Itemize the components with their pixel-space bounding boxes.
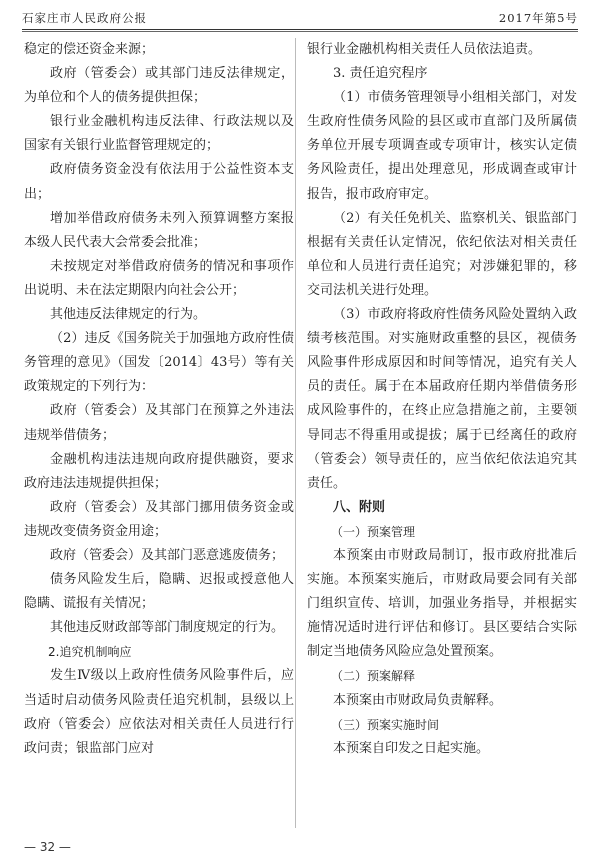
paragraph: 增加举借政府债务未列入预算调整方案报本级人民代表大会常委会批准；: [24, 210, 294, 250]
paragraph: 银行业金融机构相关责任人员依法追责。: [307, 42, 542, 57]
section-heading: （一）预案管理: [331, 524, 416, 539]
paragraph: 政府（管委会）及其部门挪用债务资金或违规改变债务资金用途；: [24, 499, 294, 539]
header-rule-thin: [22, 31, 578, 32]
column-divider: [295, 38, 296, 828]
issue-number: 2017年第5号: [498, 11, 578, 25]
paragraph: 本预案自印发之日起实施。: [333, 740, 490, 756]
paragraph: 政府（管委会）及其部门在预算之外违法违规举借债务；: [24, 403, 294, 443]
paragraph: （1）市债务管理领导小组相关部门，对发生政府性债务风险的县区或市直部门及所属债务单位开展专项调查或专项审计，核实认定债务风险责任，提出处理意见，形成调查或审计报告，报市政府审定。: [307, 90, 577, 202]
paragraph: 政府（管委会）或其部门违反法律规定，为单位和个人的债务提供担保；: [24, 66, 294, 106]
paragraph: 银行业金融机构违反法律、行政法规以及国家有关银行业监督管理规定的；: [24, 114, 294, 154]
section-heading: （二）预案解释: [331, 669, 416, 684]
paragraph: （2）违反《国务院关于加强地方政府性债务管理的意见》（国发〔2014〕43号）等有关政策规定的下列行为：: [24, 331, 294, 395]
paragraph: 未按规定对举借政府债务的情况和事项作出说明、未在法定期限内向社会公开；: [24, 258, 294, 298]
page-header: [22, 6, 578, 28]
paragraph: 发生Ⅳ级以上政府性债务风险事件后，应当适时启动债务风险责任追究机制，县级以上政府（管委会）应依法对相关责任人员进行行政问责；银监部门应对: [24, 668, 294, 756]
header-rule: [22, 29, 578, 30]
paragraph: （3）市政府将政府性债务风险处置纳入政绩考核范围。对实施财政重整的县区，视债务风险事件形成原因和时间等情况，追究有关人员的责任。属于在本届政府任期内举借债务形成风险事件的，在终止应急措施之前，主要领导同志不得重用或提拔；属于已经离任的政府（管委会）领导责任的，应当依纪依法追究其责任。: [307, 307, 577, 491]
paragraph: 本预案由市财政局制订，报市政府批准后实施。本预案实施后，市财政局要会同有关部门组织宣传、培训，加强业务指导，并根据实施情况适时进行评估和修订。县区要结合实际制定当地债务风险应急处置预案。: [307, 547, 577, 660]
paragraph: （2）有关任免机关、监察机关、银监部门根据有关责任认定情况，依纪依法对相关责任单位和人员进行责任追究；对涉嫌犯罪的，移交司法机关进行处理。: [307, 210, 577, 298]
right-column: [307, 38, 577, 761]
paragraph: 政府债务资金没有依法用于公益性资本支出；: [24, 162, 294, 202]
publication-title: 石家庄市人民政府公报: [22, 11, 147, 25]
page-number: — 32 —: [24, 840, 71, 854]
section-heading: （三）预案实施时间: [331, 717, 440, 732]
paragraph: 其他违反法律规定的行为。: [50, 307, 207, 323]
paragraph: 其他违反财政部等部门制度规定的行为。: [50, 620, 285, 636]
section-heading: 2.追究机制响应: [48, 645, 132, 660]
paragraph: 本预案由市财政局负责解释。: [333, 692, 503, 708]
paragraph: 金融机构违法违规向政府提供融资，要求政府违法违规提供担保；: [24, 451, 294, 491]
paragraph: 3. 责任追究程序: [333, 66, 428, 82]
paragraph: 稳定的偿还资金来源；: [24, 42, 155, 57]
left-column: [24, 38, 294, 761]
paragraph: 债务风险发生后，隐瞒、迟报或授意他人隐瞒、谎报有关情况；: [24, 572, 294, 612]
section-heading: 八、附则: [333, 499, 386, 515]
paragraph: 政府（管委会）及其部门恶意逃废债务；: [50, 547, 285, 563]
